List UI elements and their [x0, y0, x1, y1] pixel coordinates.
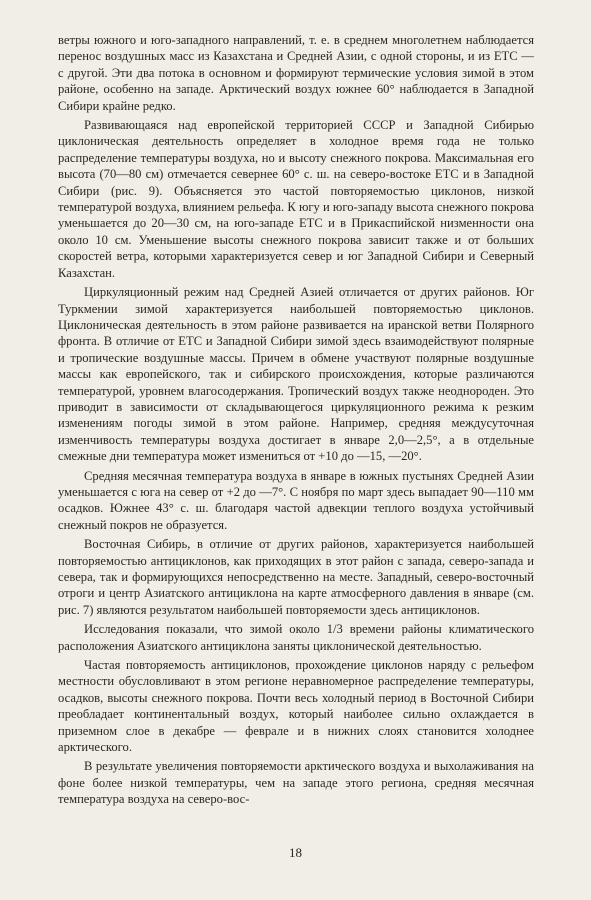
body-text [58, 32, 534, 808]
paragraph-5: Восточная Сибирь, в отличие от других районов, характеризуется наибольшей повторяемостью антициклонов, как приходящих в этот район с запада, северо-запада и севера, так и формирующихся непосредственно на месте. Западный, северо-восточный отроги и центр Азиатского антициклона на карте атмосферного давления в январе (см. рис. 7) являются результатом наибольшей повторяемости здесь антициклонов. [58, 537, 534, 617]
paragraph-3: Циркуляционный режим над Средней Азией отличается от других районов. Юг Туркмении зимой характеризуется наибольшей повторяемостью циклонов. Циклоническая деятельность в этом районе развивается на иранской ветви Полярного фронта. В отличие от ЕТС и Западной Сибири зимой здесь взаимодействуют полярные и тропические воздушные массы. Причем в обмене участвуют полярные воздушные массы как европейского, так и сибирского происхождения, которые различаются температурой, уровнем влагосодержания. Тропический воздух также неоднороден. Это приводит в зависимости от складывающегося циркуляционного режима к резким изменениям погоды зимой в этом районе. Например, средняя междусуточная изменчивость температуры воздуха достигает в январе 2,0—2,5°, а в отдельные смежные дни температура может измениться от +10 до —15, —20°. [58, 285, 534, 464]
paragraph-2: Развивающаяся над европейской территорией СССР и Западной Сибирью циклоническая деятельность определяет в холодное время года не только распределение температуры воздуха, но и высоту снежного покрова. Максимальная его высота (70—80 см) отмечается севернее 60° с. ш. на северо-востоке ЕТС и в Западной Сибири (рис. 9). Объясняется это частой повторяемостью циклонов, низкой температурой воздуха, влиянием рельефа. К югу и юго-западу высота снежного покрова уменьшается до 20—30 см, на юго-западе ЕТС и в Прикаспийской низменности она около 10 см. Уменьшение высоты снежного покрова зависит также и от больших скоростей ветра, которыми характеризуется север и юг Западной Сибири и Северный Казахстан. [58, 118, 534, 280]
paragraph-6: Исследования показали, что зимой около 1/3 времени районы климатического расположения Азиатского антициклона заняты циклонической деятельностью. [58, 622, 534, 653]
paragraph-1: ветры южного и юго-западного направлений, т. е. в среднем многолетнем наблюдается перенос воздушных масс из Казахстана и Средней Азии, с одной стороны, и из ЕТС — с другой. Эти два потока в основном и формируют термические условия зимой в этом районе, особенно на западе. Арктический воздух южнее 60° наблюдается в Западной Сибири крайне редко. [58, 33, 534, 113]
paragraph-8: В результате увеличения повторяемости арктического воздуха и выхолаживания на фоне более низкой температуры, чем на западе этого региона, средняя месячная температура воздуха на северо-вос- [58, 759, 534, 807]
page-number: 18 [289, 845, 302, 860]
paragraph-4: Средняя месячная температура воздуха в январе в южных пустынях Средней Азии уменьшается с юга на север от +2 до —7°. С ноября по март здесь выпадает 90—110 мм осадков. Южнее 43° с. ш. благодаря частой адвекции теплого воздуха устойчивый снежный покров не образуется. [58, 468, 534, 532]
paragraph-7: Частая повторяемость антициклонов, прохождение циклонов наряду с рельефом местности обусловливают в этом регионе неравномерное распределение температуры, осадков, высоты снежного покрова. Почти весь холодный период в Восточной Сибири преобладает континентальный воздух, который наиболее сильно охлаждается в приземном слое в декабре — феврале и в нижних слоях становится холоднее арктического. [58, 658, 534, 755]
